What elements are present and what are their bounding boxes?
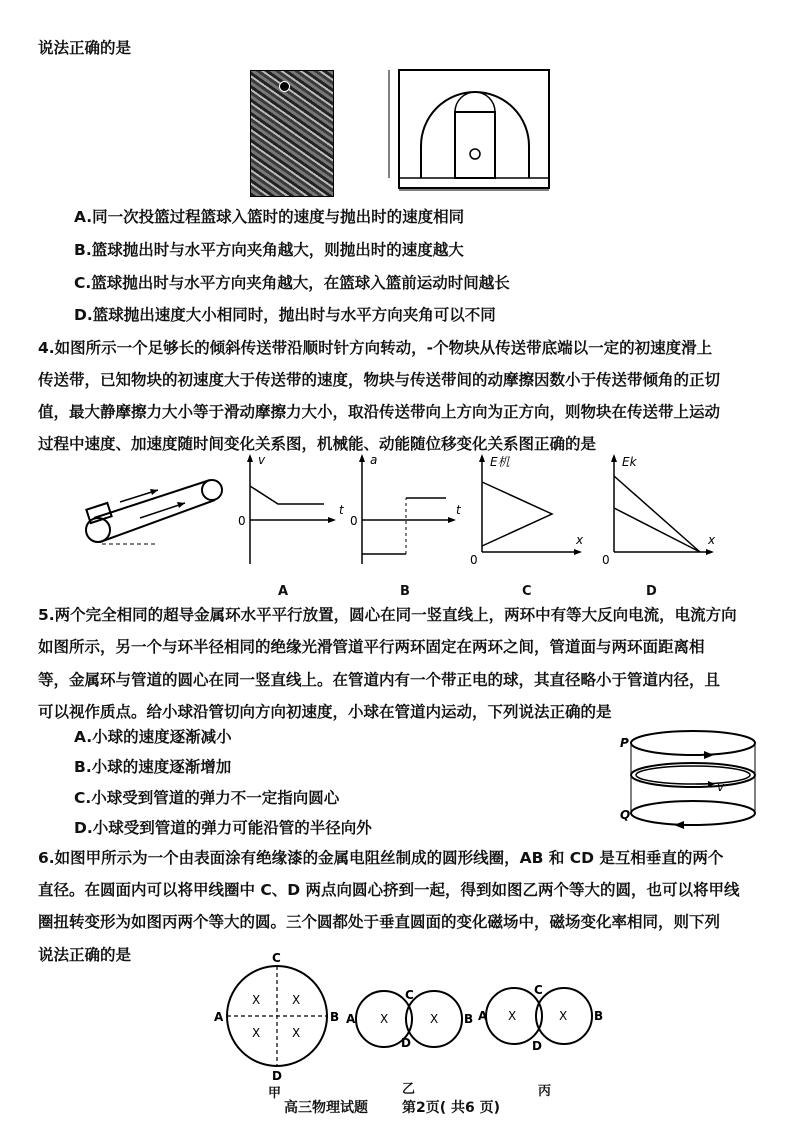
q5-line-1: 5.两个完全相同的超导金属环水平平行放置，圆心在同一竖直线上，两环中有等大反向电流，电流方向 <box>38 606 737 624</box>
conveyor-belt-diagram <box>80 480 230 550</box>
graph-d-xlabel: x <box>708 533 716 547</box>
field-mark: X <box>430 1012 439 1026</box>
graph-d-option: D <box>646 584 657 599</box>
q4-line-1: 4.如图所示一个足够长的倾斜传送带沿顺时针方向转动，-个物块从传送带底端以一定的初速度滑上 <box>38 339 713 357</box>
coil-figure-yi <box>344 985 474 1055</box>
q5-line-3: 等，金属环与管道的圆心在同一竖直线上。在管道内有一个带正电的球，其直径略小于管道内径，且 <box>38 671 721 689</box>
q5-line-4: 可以视作质点。给小球沿管切向方向初速度，小球在管道内运动，下列说法正确的是 <box>38 703 612 721</box>
graph-a-xlabel: t <box>339 503 344 517</box>
jia-label-b: B <box>330 1010 340 1024</box>
graph-a-velocity-time <box>238 452 344 570</box>
bing-label-a: A <box>478 1009 488 1023</box>
field-mark: X <box>559 1009 568 1023</box>
footer-page-number: 第2页( 共6 页) <box>402 1100 501 1116</box>
yi-label-b: B <box>464 1012 474 1026</box>
q3-option-a: A.同一次投篮过程篮球入篮时的速度与抛出时的速度相同 <box>74 208 465 226</box>
graph-a-ylabel: v <box>258 453 266 467</box>
rings-and-pipe-figure <box>618 725 768 835</box>
coil-figure-bing <box>476 980 606 1056</box>
graph-c-option: C <box>522 584 532 599</box>
field-mark: X <box>292 993 301 1007</box>
q6-line-3: 圈扭转变形为如图丙两个等大的圆。三个圆都处于垂直圆面的变化磁场中，磁场变化率相同，则下列 <box>38 913 721 931</box>
bing-label-c: C <box>534 983 543 997</box>
field-mark: X <box>252 993 261 1007</box>
field-mark: X <box>252 1026 261 1040</box>
field-mark: X <box>508 1009 517 1023</box>
q4-line-3: 值，最大静摩擦力大小等于滑动摩擦力大小，取沿传送带向上方向为正方向，则物块在传送带上运动 <box>38 403 721 421</box>
question-intro: 说法正确的是 <box>38 39 132 57</box>
pipe-label-q: Q <box>620 808 631 822</box>
graph-a-origin: 0 <box>238 514 246 528</box>
jia-label-c: C <box>272 951 281 965</box>
graph-b-acceleration-time <box>348 452 468 570</box>
yi-label-a: A <box>346 1012 356 1026</box>
graph-d-ylabel: Ek <box>622 455 637 469</box>
field-mark: X <box>380 1012 389 1026</box>
field-mark: X <box>292 1026 301 1040</box>
q5-option-a: A.小球的速度逐渐减小 <box>74 728 232 746</box>
footer-title: 高三物理试题 <box>284 1100 368 1116</box>
graph-b-ylabel: a <box>370 453 378 467</box>
q6-line-2: 直径。在圆面内可以将甲线圈中 C、D 两点向圆心挤到一起，得到如图乙两个等大的圆，也可以将甲线 <box>38 881 740 899</box>
bing-label-b: B <box>594 1009 604 1023</box>
graph-d-kinetic-energy <box>602 452 722 570</box>
bing-label-d: D <box>532 1039 542 1053</box>
figure-name-yi: 乙 <box>402 1082 416 1097</box>
q6-line-1: 6.如图甲所示为一个由表面涂有绝缘漆的金属电阻丝制成的圆形线圈，AB 和 CD 是互相垂直的两个 <box>38 849 724 867</box>
yi-label-c: C <box>405 988 414 1002</box>
q6-line-4: 说法正确的是 <box>38 946 132 964</box>
q5-option-c: C.小球受到管道的弹力不一定指向圆心 <box>74 789 340 807</box>
figure-name-bing: 丙 <box>538 1084 552 1099</box>
graph-c-xlabel: x <box>576 533 584 547</box>
pipe-label-p: P <box>620 736 629 750</box>
graph-d-origin: 0 <box>602 553 610 567</box>
yi-label-d: D <box>401 1036 411 1050</box>
graph-b-origin: 0 <box>350 514 358 528</box>
q3-option-c: C.篮球抛出时与水平方向夹角越大，在篮球入篮前运动时间越长 <box>74 274 510 292</box>
q5-line-2: 如图所示，另一个与环半径相同的绝缘光滑管道平行两环固定在两环之间，管道面与两环面距离相 <box>38 638 705 656</box>
graph-b-xlabel: t <box>456 503 461 517</box>
graph-c-ylabel: E机 <box>490 455 510 469</box>
figure-name-jia: 甲 <box>268 1086 282 1101</box>
graph-c-origin: 0 <box>470 553 478 567</box>
jia-label-a: A <box>214 1010 224 1024</box>
basketball-icon <box>279 81 290 92</box>
graph-b-option: B <box>400 584 410 599</box>
basketball-court-diagram <box>385 66 560 196</box>
coil-figure-jia <box>212 952 342 1087</box>
pipe-label-v: v <box>717 780 725 794</box>
q4-line-4: 过程中速度、加速度随时间变化关系图，机械能、动能随位移变化关系图正确的是 <box>38 435 597 453</box>
q3-option-d: D.篮球抛出速度大小相同时，抛出时与水平方向夹角可以不同 <box>74 306 496 324</box>
graph-c-mechanical-energy <box>470 452 590 570</box>
q5-option-b: B.小球的速度逐渐增加 <box>74 758 232 776</box>
q3-option-b: B.篮球抛出时与水平方向夹角越大，则抛出时的速度越大 <box>74 241 464 259</box>
graph-a-option: A <box>278 584 289 599</box>
basketball-photo <box>250 70 334 197</box>
jia-label-d: D <box>272 1069 282 1083</box>
q5-option-d: D.小球受到管道的弹力可能沿管的半径向外 <box>74 819 372 837</box>
q4-line-2: 传送带，已知物块的初速度大于传送带的速度，物块与传送带间的动摩擦因数小于传送带倾角的正切 <box>38 371 721 389</box>
